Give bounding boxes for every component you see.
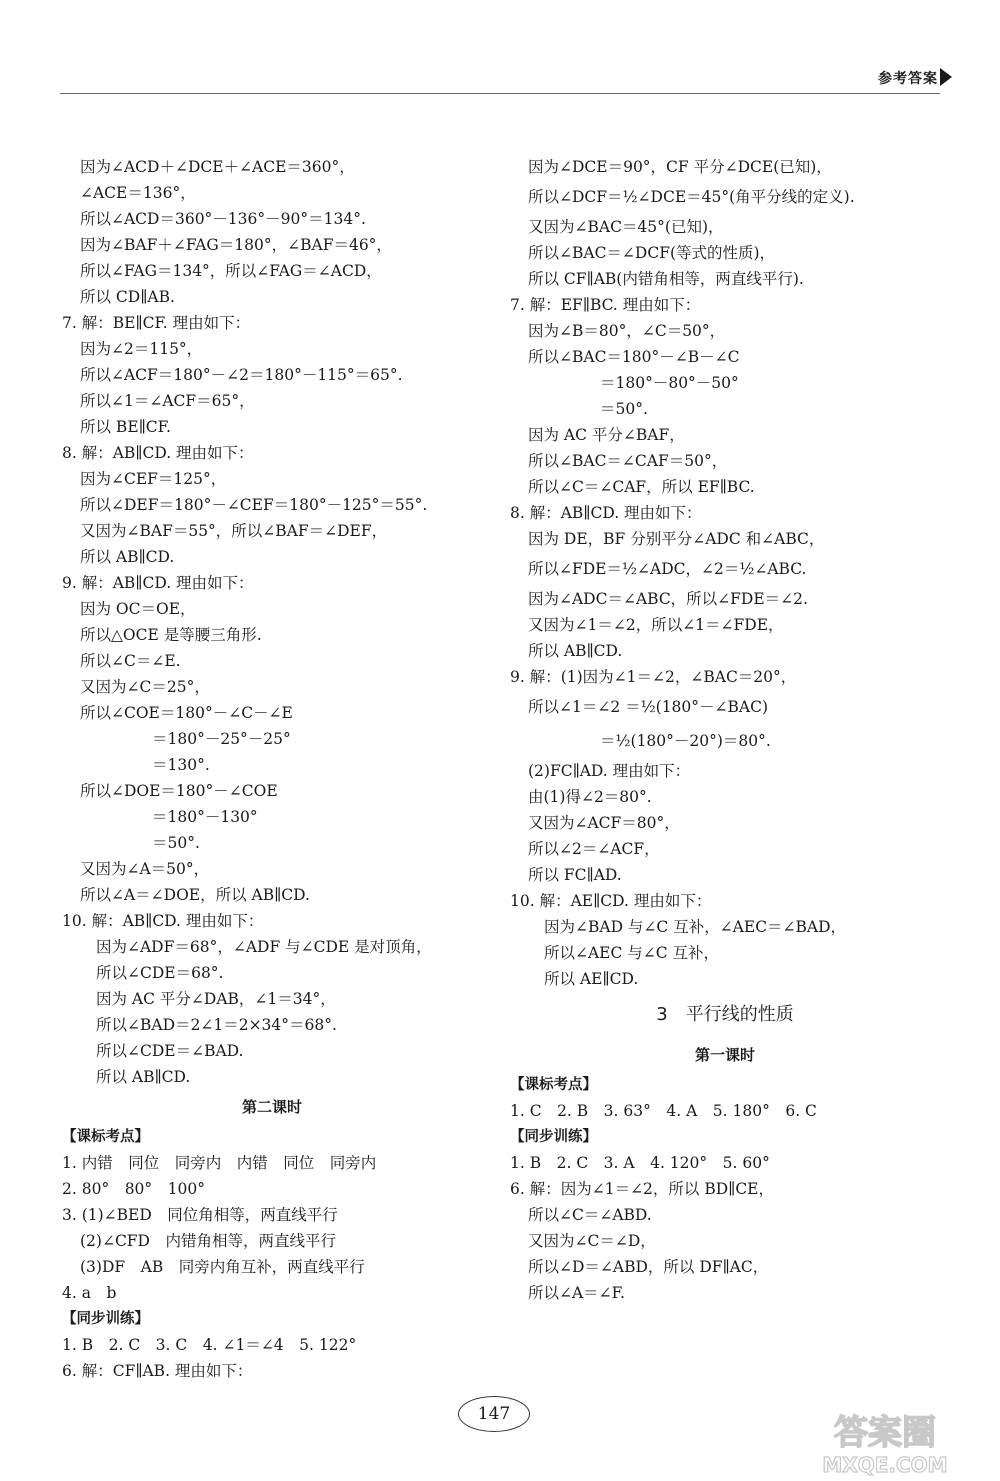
left-column-line: 2. 80° 80° 100°	[62, 1180, 205, 1198]
right-column-line: 【同步训练】	[510, 1129, 597, 1145]
left-column-line: ＝50°.	[152, 834, 200, 852]
right-column-line: 第一课时	[694, 1046, 755, 1064]
left-column-line: 【课标考点】	[62, 1129, 149, 1145]
left-column-line: ＝180°－130°	[152, 808, 258, 826]
right-column-line: 8. 解：AB∥CD. 理由如下：	[510, 504, 702, 522]
right-column-line: 所以∠C＝∠ABD.	[528, 1206, 652, 1224]
left-column-line: 1. B 2. C 3. C 4. ∠1＝∠4 5. 122°	[62, 1336, 357, 1354]
right-column-line: 6. 解：因为∠1＝∠2，所以 BD∥CE，	[510, 1180, 774, 1198]
left-column-line: 又因为∠C＝25°，	[80, 678, 210, 696]
watermark-line1: 答案圈	[834, 1413, 936, 1453]
left-column-line: (2)∠CFD 内错角相等，两直线平行	[80, 1232, 336, 1250]
right-column-line: 所以∠C＝∠CAF，所以 EF∥BC.	[528, 478, 755, 496]
left-column-line: 所以∠COE＝180°－∠C－∠E	[80, 704, 293, 722]
left-column-line: 7. 解：BE∥CF. 理由如下：	[62, 314, 251, 332]
left-column-line: ＝130°.	[152, 756, 210, 774]
right-column-line: 又因为∠1＝∠2，所以∠1＝∠FDE，	[528, 616, 784, 634]
left-column-line: 因为∠2＝115°，	[80, 340, 203, 358]
arrow-icon	[940, 68, 952, 86]
right-column-line: 所以∠FDE＝½∠ADC，∠2＝½∠ABC.	[528, 560, 807, 578]
right-column-line: 所以 AB∥CD.	[528, 642, 623, 660]
left-column-line: 所以∠ACF＝180°－∠2＝180°－115°＝65°.	[80, 366, 403, 384]
left-column-line: 10. 解：AB∥CD. 理由如下：	[62, 912, 264, 930]
right-column-line: ＝½(180°－20°)＝80°.	[600, 732, 771, 750]
left-column-line: 因为∠CEF＝125°，	[80, 470, 227, 488]
left-column-line: 因为∠ADF＝68°，∠ADF 与∠CDE 是对顶角，	[96, 938, 432, 956]
left-column-line: 所以∠ACD＝360°－136°－90°＝134°.	[80, 210, 366, 228]
left-column-line: 所以∠A＝∠DOE，所以 AB∥CD.	[80, 886, 310, 904]
right-column-line: 1. B 2. C 3. A 4. 120° 5. 60°	[510, 1154, 770, 1172]
right-column-line: 因为∠B＝80°，∠C＝50°，	[528, 322, 726, 340]
right-column-line: 因为∠BAD 与∠C 互补，∠AEC＝∠BAD，	[544, 918, 847, 936]
left-column-line: 所以∠DOE＝180°－∠COE	[80, 782, 278, 800]
right-column-line: 由(1)得∠2＝80°.	[528, 788, 652, 806]
left-column-line: 又因为∠BAF＝55°，所以∠BAF＝∠DEF，	[80, 522, 388, 540]
left-column-line: 因为∠BAF＋∠FAG＝180°，∠BAF＝46°，	[80, 236, 392, 254]
left-column-line: 8. 解：AB∥CD. 理由如下：	[62, 444, 254, 462]
right-column-line: 3 平行线的性质	[656, 1004, 794, 1025]
left-column-line: 因为∠ACD＋∠DCE＋∠ACE＝360°，	[80, 158, 355, 176]
right-column-line: 所以∠BAC＝180°－∠B－∠C	[528, 348, 740, 366]
right-column-line: 所以∠A＝∠F.	[528, 1284, 625, 1302]
left-column-line: ∠ACE＝136°，	[80, 184, 196, 202]
left-column-line: 所以∠1＝∠ACF＝65°，	[80, 392, 255, 410]
right-column-line: 因为 AC 平分∠BAF，	[528, 426, 685, 444]
page-number: 147	[458, 1396, 530, 1432]
left-column-line: 所以∠FAG＝134°，所以∠FAG＝∠ACD，	[80, 262, 382, 280]
right-column-line: 因为∠ADC＝∠ABC，所以∠FDE＝∠2.	[528, 590, 808, 608]
right-column-line: 所以∠D＝∠ABD，所以 DF∥AC，	[528, 1258, 769, 1276]
right-column-line: 9. 解：(1)因为∠1＝∠2，∠BAC＝20°，	[510, 668, 797, 686]
left-column-line: 6. 解：CF∥AB. 理由如下：	[62, 1362, 253, 1380]
left-column-line: 所以 BE∥CF.	[80, 418, 171, 436]
left-column-line: 所以∠CDE＝68°.	[96, 964, 224, 982]
left-column-line: 所以 CD∥AB.	[80, 288, 175, 306]
right-column-line: 所以 AE∥CD.	[544, 970, 639, 988]
right-column-line: 因为 DE，BF 分别平分∠ADC 和∠ABC，	[528, 530, 825, 548]
right-column-line: 所以∠1＝∠2 ＝½(180°－∠BAC)	[528, 698, 769, 716]
right-column	[510, 154, 940, 1306]
right-column-line: 所以∠2＝∠ACF，	[528, 840, 660, 858]
header-divider	[60, 93, 940, 94]
left-column-line: 所以∠DEF＝180°－∠CEF＝180°－125°＝55°.	[80, 496, 428, 514]
right-column-line: 所以 CF∥AB(内错角相等，两直线平行).	[528, 270, 804, 288]
left-column-line: ＝180°－25°－25°	[152, 730, 291, 748]
left-column-line: 所以△OCE 是等腰三角形.	[80, 626, 262, 644]
right-column-line: ＝50°.	[600, 400, 648, 418]
left-column	[62, 154, 482, 1384]
left-column-line: 所以 AB∥CD.	[96, 1068, 191, 1086]
right-column-line: ＝180°－80°－50°	[600, 374, 739, 392]
header-label: 参考答案	[878, 71, 938, 87]
right-column-line: 因为∠DCE＝90°，CF 平分∠DCE(已知)，	[528, 158, 832, 176]
watermark-line2: MXQE.COM	[822, 1453, 948, 1477]
right-column-line: 所以∠AEC 与∠C 互补，	[544, 944, 720, 962]
right-column-line: 【课标考点】	[510, 1077, 597, 1093]
left-column-line: 因为 OC＝OE，	[80, 600, 196, 618]
watermark-logo	[790, 1408, 980, 1478]
left-column-line: 【同步训练】	[62, 1311, 149, 1327]
left-column-line: 所以 AB∥CD.	[80, 548, 175, 566]
right-column-line: 又因为∠C＝∠D，	[528, 1232, 656, 1250]
left-column-line: 1. 内错 同位 同旁内 内错 同位 同旁内	[62, 1154, 377, 1172]
right-column-line: 又因为∠BAC＝45°(已知)，	[528, 218, 724, 236]
right-column-line: 10. 解：AE∥CD. 理由如下：	[510, 892, 712, 910]
right-column-line: 所以 FC∥AD.	[528, 866, 622, 884]
right-column-line: (2)FC∥AD. 理由如下：	[528, 762, 691, 780]
left-column-line: 所以∠BAD＝2∠1＝2×34°＝68°.	[96, 1016, 337, 1034]
left-column-line: 又因为∠A＝50°，	[80, 860, 210, 878]
left-column-line: 9. 解：AB∥CD. 理由如下：	[62, 574, 254, 592]
right-column-line: 7. 解：EF∥BC. 理由如下：	[510, 296, 701, 314]
left-column-line: 因为 AC 平分∠DAB，∠1＝34°，	[96, 990, 336, 1008]
left-column-line: 所以∠CDE＝∠BAD.	[96, 1042, 244, 1060]
left-column-line: 4. a b	[62, 1284, 117, 1302]
right-column-line: 又因为∠ACF＝80°，	[528, 814, 680, 832]
right-column-line: 所以∠DCF＝½∠DCE＝45°(角平分线的定义).	[528, 188, 855, 206]
right-column-line: 所以∠BAC＝∠CAF＝50°，	[528, 452, 728, 470]
left-column-line: 第二课时	[241, 1098, 302, 1116]
right-column-line: 1. C 2. B 3. 63° 4. A 5. 180° 6. C	[510, 1102, 817, 1120]
left-column-line: 3. (1)∠BED 同位角相等，两直线平行	[62, 1206, 338, 1224]
left-column-line: 所以∠C＝∠E.	[80, 652, 181, 670]
right-column-line: 所以∠BAC＝∠DCF(等式的性质)，	[528, 244, 776, 262]
left-column-line: (3)DF AB 同旁内角互补，两直线平行	[80, 1258, 365, 1276]
